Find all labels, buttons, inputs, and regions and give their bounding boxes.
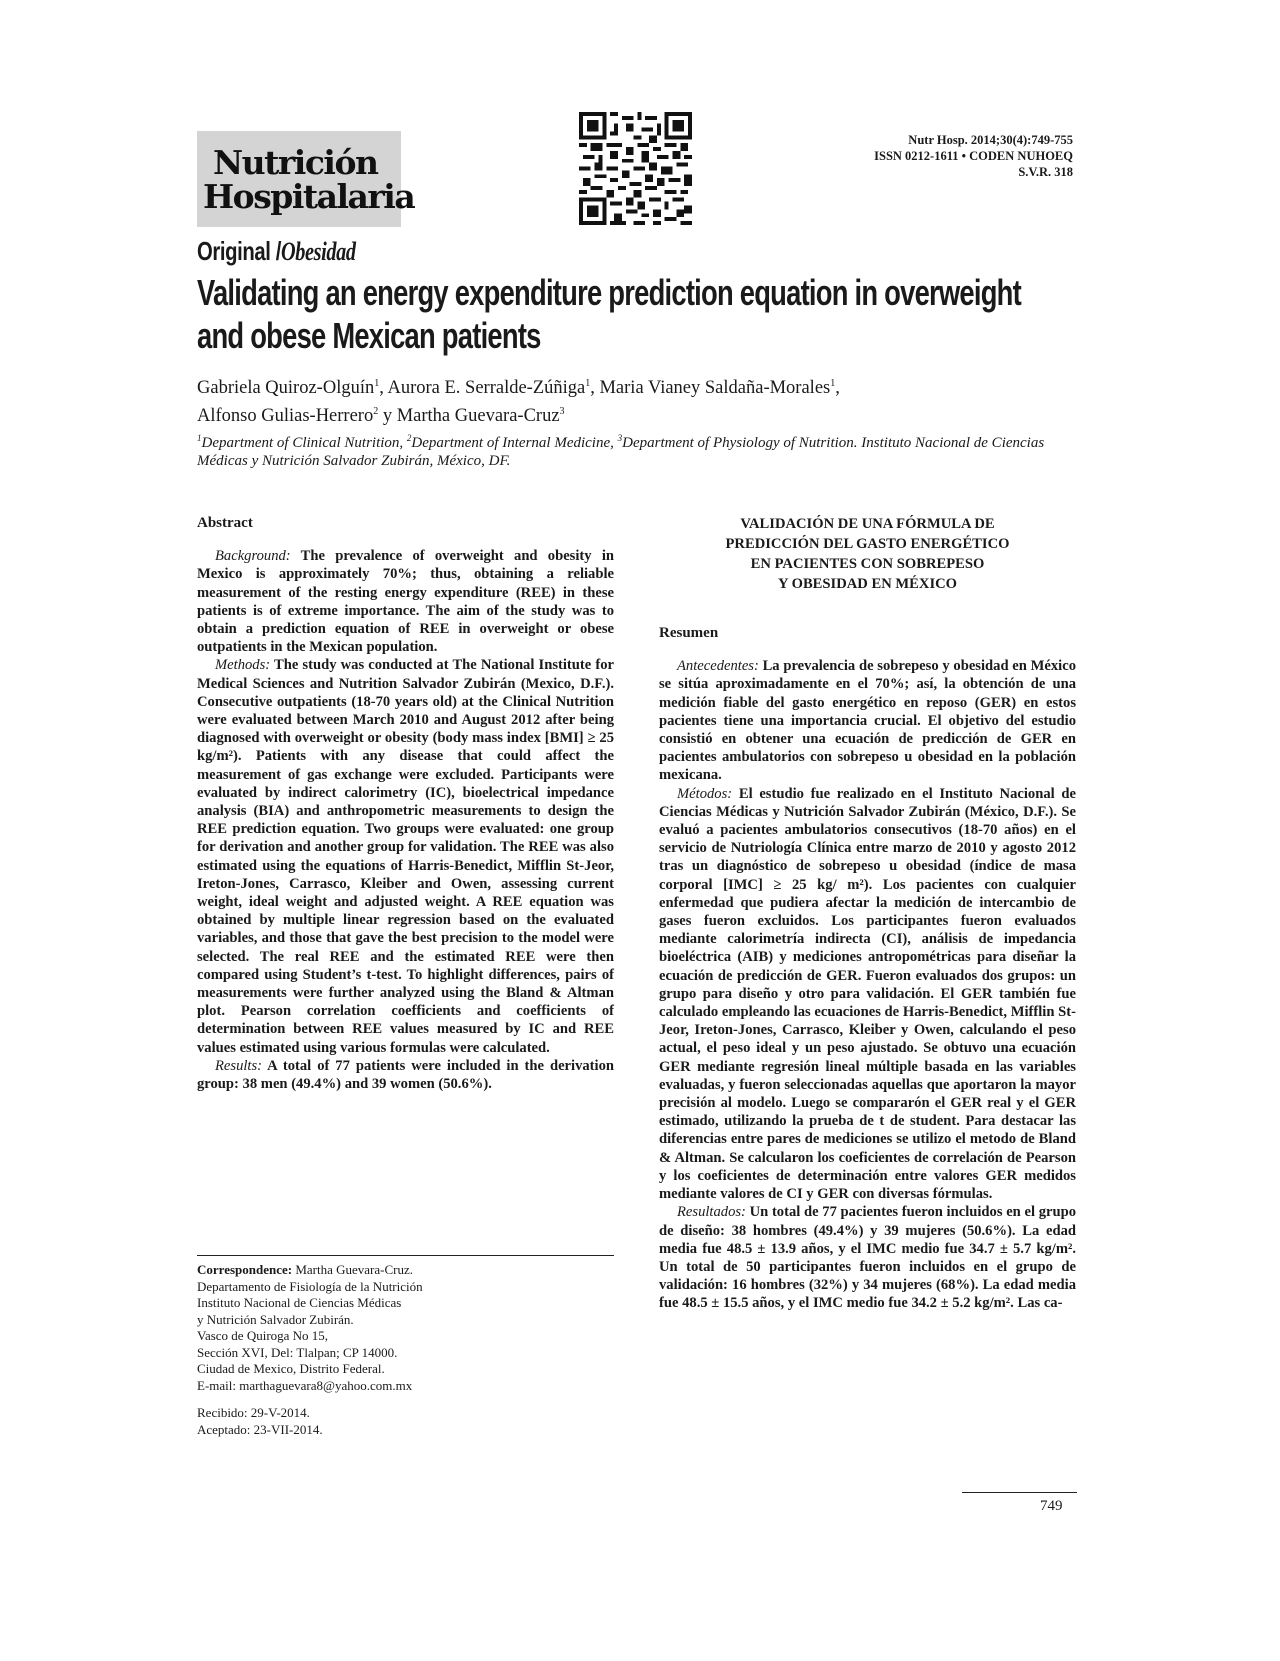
- paragraph-label: Results:: [215, 1057, 263, 1074]
- title-line2: and obese Mexican patients: [197, 315, 541, 356]
- abstract-heading: Abstract: [197, 515, 253, 531]
- section-name: Original /: [197, 236, 281, 266]
- authors-line2: [197, 400, 840, 428]
- address-line: Instituto Nacional de Ciencias Médicas: [197, 1295, 402, 1310]
- abstract-background: [197, 547, 614, 656]
- subsection-name: Obesidad: [280, 237, 356, 266]
- paragraph-text: Un total de 77 pacientes fueron incluidos en el grupo de diseño: 38 hombres (49.4%) y 39 mujeres (50.6%). La edad media fue 48.5 ± 13.9 años, y el IMC medio fue 34.7 ± 5.7 kg/m². Un total de 50 participantes fueron incluidos en el grupo de validación: 16 hombres (32%) y 34 mujeres (68%). La edad media fue 48.5 ± 15.5 años, y el IMC medio fue 34.2 ± 5.2 kg/m². Las ca-: [659, 1204, 1076, 1312]
- spanish-title-line: PREDICCIÓN DEL GASTO ENERGÉTICO: [725, 536, 1010, 552]
- journal-logo: [197, 131, 415, 227]
- resumen-antecedentes: [659, 657, 1076, 784]
- address-line: Ciudad de Mexico, Distrito Federal.: [197, 1361, 385, 1376]
- affiliation-marker: 1: [830, 378, 836, 389]
- author: Gabriela Quiroz-Olguín: [197, 378, 375, 399]
- abstract-spanish: [659, 514, 1076, 1313]
- affiliation-marker: 1: [374, 378, 380, 389]
- paragraph-label: Métodos:: [677, 785, 733, 802]
- qr-code-icon: [579, 112, 692, 225]
- spanish-title-line: EN PACIENTES CON SOBREPESO: [750, 556, 985, 572]
- resumen-heading: Resumen: [659, 625, 719, 641]
- address-line: Vasco de Quiroga No 15,: [197, 1328, 329, 1343]
- journal-issn: ISSN 0212-1611 • CODEN NUHOEQ: [874, 149, 1073, 163]
- paragraph-text: La prevalencia de sobrepeso y obesidad en México se sitúa aproximadamente en el 70%; así, la obtención de una medición fiable del gasto energético en reposo (GER) en estos pacientes tiene una importancia crucial. El objetivo del estudio consistió en obtener una ecuación de predicción de GER en pacientes ambulatorios con sobrepeso u obesidad en la población mexicana.: [659, 658, 1076, 784]
- affiliation-marker: 3: [617, 433, 623, 443]
- author: y Martha Guevara-Cruz: [378, 406, 560, 427]
- correspondence-block: [197, 1255, 614, 1438]
- affiliation-marker: 2: [406, 433, 412, 443]
- affiliation: Department of Clinical Nutrition,: [201, 435, 407, 451]
- correspondence-name: Martha Guevara-Cruz.: [292, 1262, 414, 1277]
- paragraph-label: Resultados:: [677, 1204, 746, 1221]
- abstract-results: [197, 1057, 614, 1093]
- affiliation-marker: 1: [585, 378, 591, 389]
- address-line: y Nutrición Salvador Zubirán.: [197, 1311, 354, 1327]
- author: , Aurora E. Serralde-Zúñiga: [379, 378, 586, 399]
- footer-rule: [962, 1492, 1077, 1493]
- paragraph-text: El estudio fue realizado en el Instituto Nacional de Ciencias Médicas y Nutrición Salvador Zubirán (México, D.F.). Se evaluó a pacientes ambulatorios consecutivos (18-70 años) en el servicio de Nutriología Clínica entre marzo de 2010 y agosto 2012 tras un diagnóstico de sobrepeso u obesidad (índice de masa corporal [IMC] ≥ 25 kg/ m²). Los pacientes con cualquier enfermedad que pudiera afectar la medición de intercambio de gases fueron excluidos. Los participantes fueron evaluados mediante calorimetría indirecta (CI), análisis de impedancia bioeléctrica (AIB) y mediciones antropométricas para diseñar la ecuación de predicción de GER. Fueron evaluados dos grupos: un grupo para diseño y otro para validación. El GER también fue calculado empleando las ecuaciones de Harris-Benedict, Mifflin St-Jeor, Ireton-Jones, Carrasco, Kleiber y Owen, calculando el peso actual, el peso ideal y un peso ajustado. Se obtuvo una ecuación GER mediante regresión lineal múltiple basada en las variables evaluadas, y fueron seleccionadas aquellas que aportaron la mayor precisión al modelo. Luego se compararón el GER real y el GER estimado, utilizando la prueba de t de student. Para destacar las diferencias entre pares de mediciones se utilizo el metodo de Bland & Altman. Se calcularon los coeficientes de correlación de Pearson y los coeficientes de determinación entre valores GER medidos mediante valores de CI y GER con diversas fórmulas.: [659, 785, 1076, 1203]
- authors-line1: [197, 372, 840, 400]
- affiliation-marker: 3: [559, 406, 565, 418]
- article-section: [197, 236, 356, 267]
- affiliation-marker: 2: [373, 406, 379, 418]
- spanish-title: [659, 514, 1076, 594]
- page-number: 749: [1040, 1498, 1063, 1514]
- author: Alfonso Gulias-Herrero: [197, 406, 374, 427]
- affiliation: Department of Physiology of Nutrition. Instituto Nacional de Ciencias Médicas y Nutrición Salvador Zubirán, México, DF.: [197, 435, 1045, 469]
- email-line: E-mail: marthaguevara8@yahoo.com.mx: [197, 1377, 413, 1393]
- accepted-date: Aceptado: 23-VII-2014.: [197, 1421, 323, 1437]
- abstract-methods: [197, 656, 614, 1056]
- spanish-title-line: Y OBESIDAD EN MÉXICO: [777, 576, 958, 592]
- spanish-title-line: VALIDACIÓN DE UNA FÓRMULA DE: [740, 516, 995, 532]
- affiliations: [197, 429, 1077, 470]
- paragraph-text: The prevalence of overweight and obesity in Mexico is approximately 70%; thus, obtaining a reliable measurement of the resting energy expenditure (REE) in these patients is of extreme importance. The aim of the study was to obtain a prediction equation of REE in overweight or obese outpatients in the Mexican population.: [197, 548, 614, 656]
- affiliation: Department of Internal Medicine,: [411, 435, 618, 451]
- correspondence-line: [197, 1262, 614, 1279]
- journal-info: [874, 132, 1073, 180]
- journal-citation: Nutr Hosp. 2014;30(4):749-755: [908, 133, 1073, 147]
- paragraph-label: Methods:: [215, 657, 271, 674]
- address-line: Departamento de Fisiología de la Nutrición: [197, 1278, 423, 1294]
- paragraph-label: Antecedentes:: [677, 658, 759, 675]
- resumen-metodos: [659, 785, 1076, 1204]
- article-title: [197, 271, 1021, 357]
- paragraph-text: The study was conducted at The National Institute for Medical Sciences and Nutrition Salvador Zubirán (Mexico, D.F.). Consecutive outpatients (18-70 years old) at the Clinical Nutrition were evaluated between March 2010 and August 2012 after being diagnosed with overweight or obesity (body mass index [BMI] ≥ 25 kg/m²). Patients with any disease that could affect the measurement of gas exchange were excluded. Participants were evaluated by indirect calorimetry (IC), bioelectrical impedance analysis (BIA) and anthropometric measurements to design the REE prediction equation. Two groups were evaluated: one group for derivation and another group for validation. The REE was also estimated using the equations of Harris-Benedict, Mifflin St-Jeor, Ireton-Jones, Carrasco, Kleiber and Owen, assessing current weight, ideal weight and adjusted weight. A REE equation was obtained by multiple linear regression based on the evaluated variables, and those that gave the best precision to the model were selected. The real REE and the estimated REE were then compared using Student’s t-test. To highlight differences, pairs of measurements were further analyzed using the Bland & Altman plot. Pearson correlation coefficients and coefficients of determination between REE values measured by IC and REE values estimated using various formulas were calculated.: [197, 657, 614, 1056]
- address-line: Sección XVI, Del: Tlalpan; CP 14000.: [197, 1344, 398, 1360]
- title-line1: Validating an energy expenditure prediction equation in overweight: [197, 272, 1021, 313]
- paragraph-text: A total of 77 patients were included in the derivation group: 38 men (49.4%) and 39 women (50.6%).: [197, 1057, 614, 1093]
- journal-svr: S.V.R. 318: [1018, 165, 1073, 179]
- logo-line2: Hospitalaria: [203, 177, 415, 216]
- logo-line1: Nutrición: [213, 143, 378, 182]
- correspondence-label: Correspondence:: [197, 1262, 293, 1277]
- separator: ,: [835, 378, 840, 399]
- affiliation-marker: 1: [197, 433, 202, 443]
- author-list: [197, 372, 840, 428]
- abstract-english: [197, 514, 614, 1093]
- received-date: Recibido: 29-V-2014.: [197, 1405, 310, 1420]
- resumen-resultados: [659, 1203, 1076, 1312]
- paragraph-label: Background:: [215, 548, 291, 565]
- author: , Maria Vianey Saldaña-Morales: [590, 378, 831, 399]
